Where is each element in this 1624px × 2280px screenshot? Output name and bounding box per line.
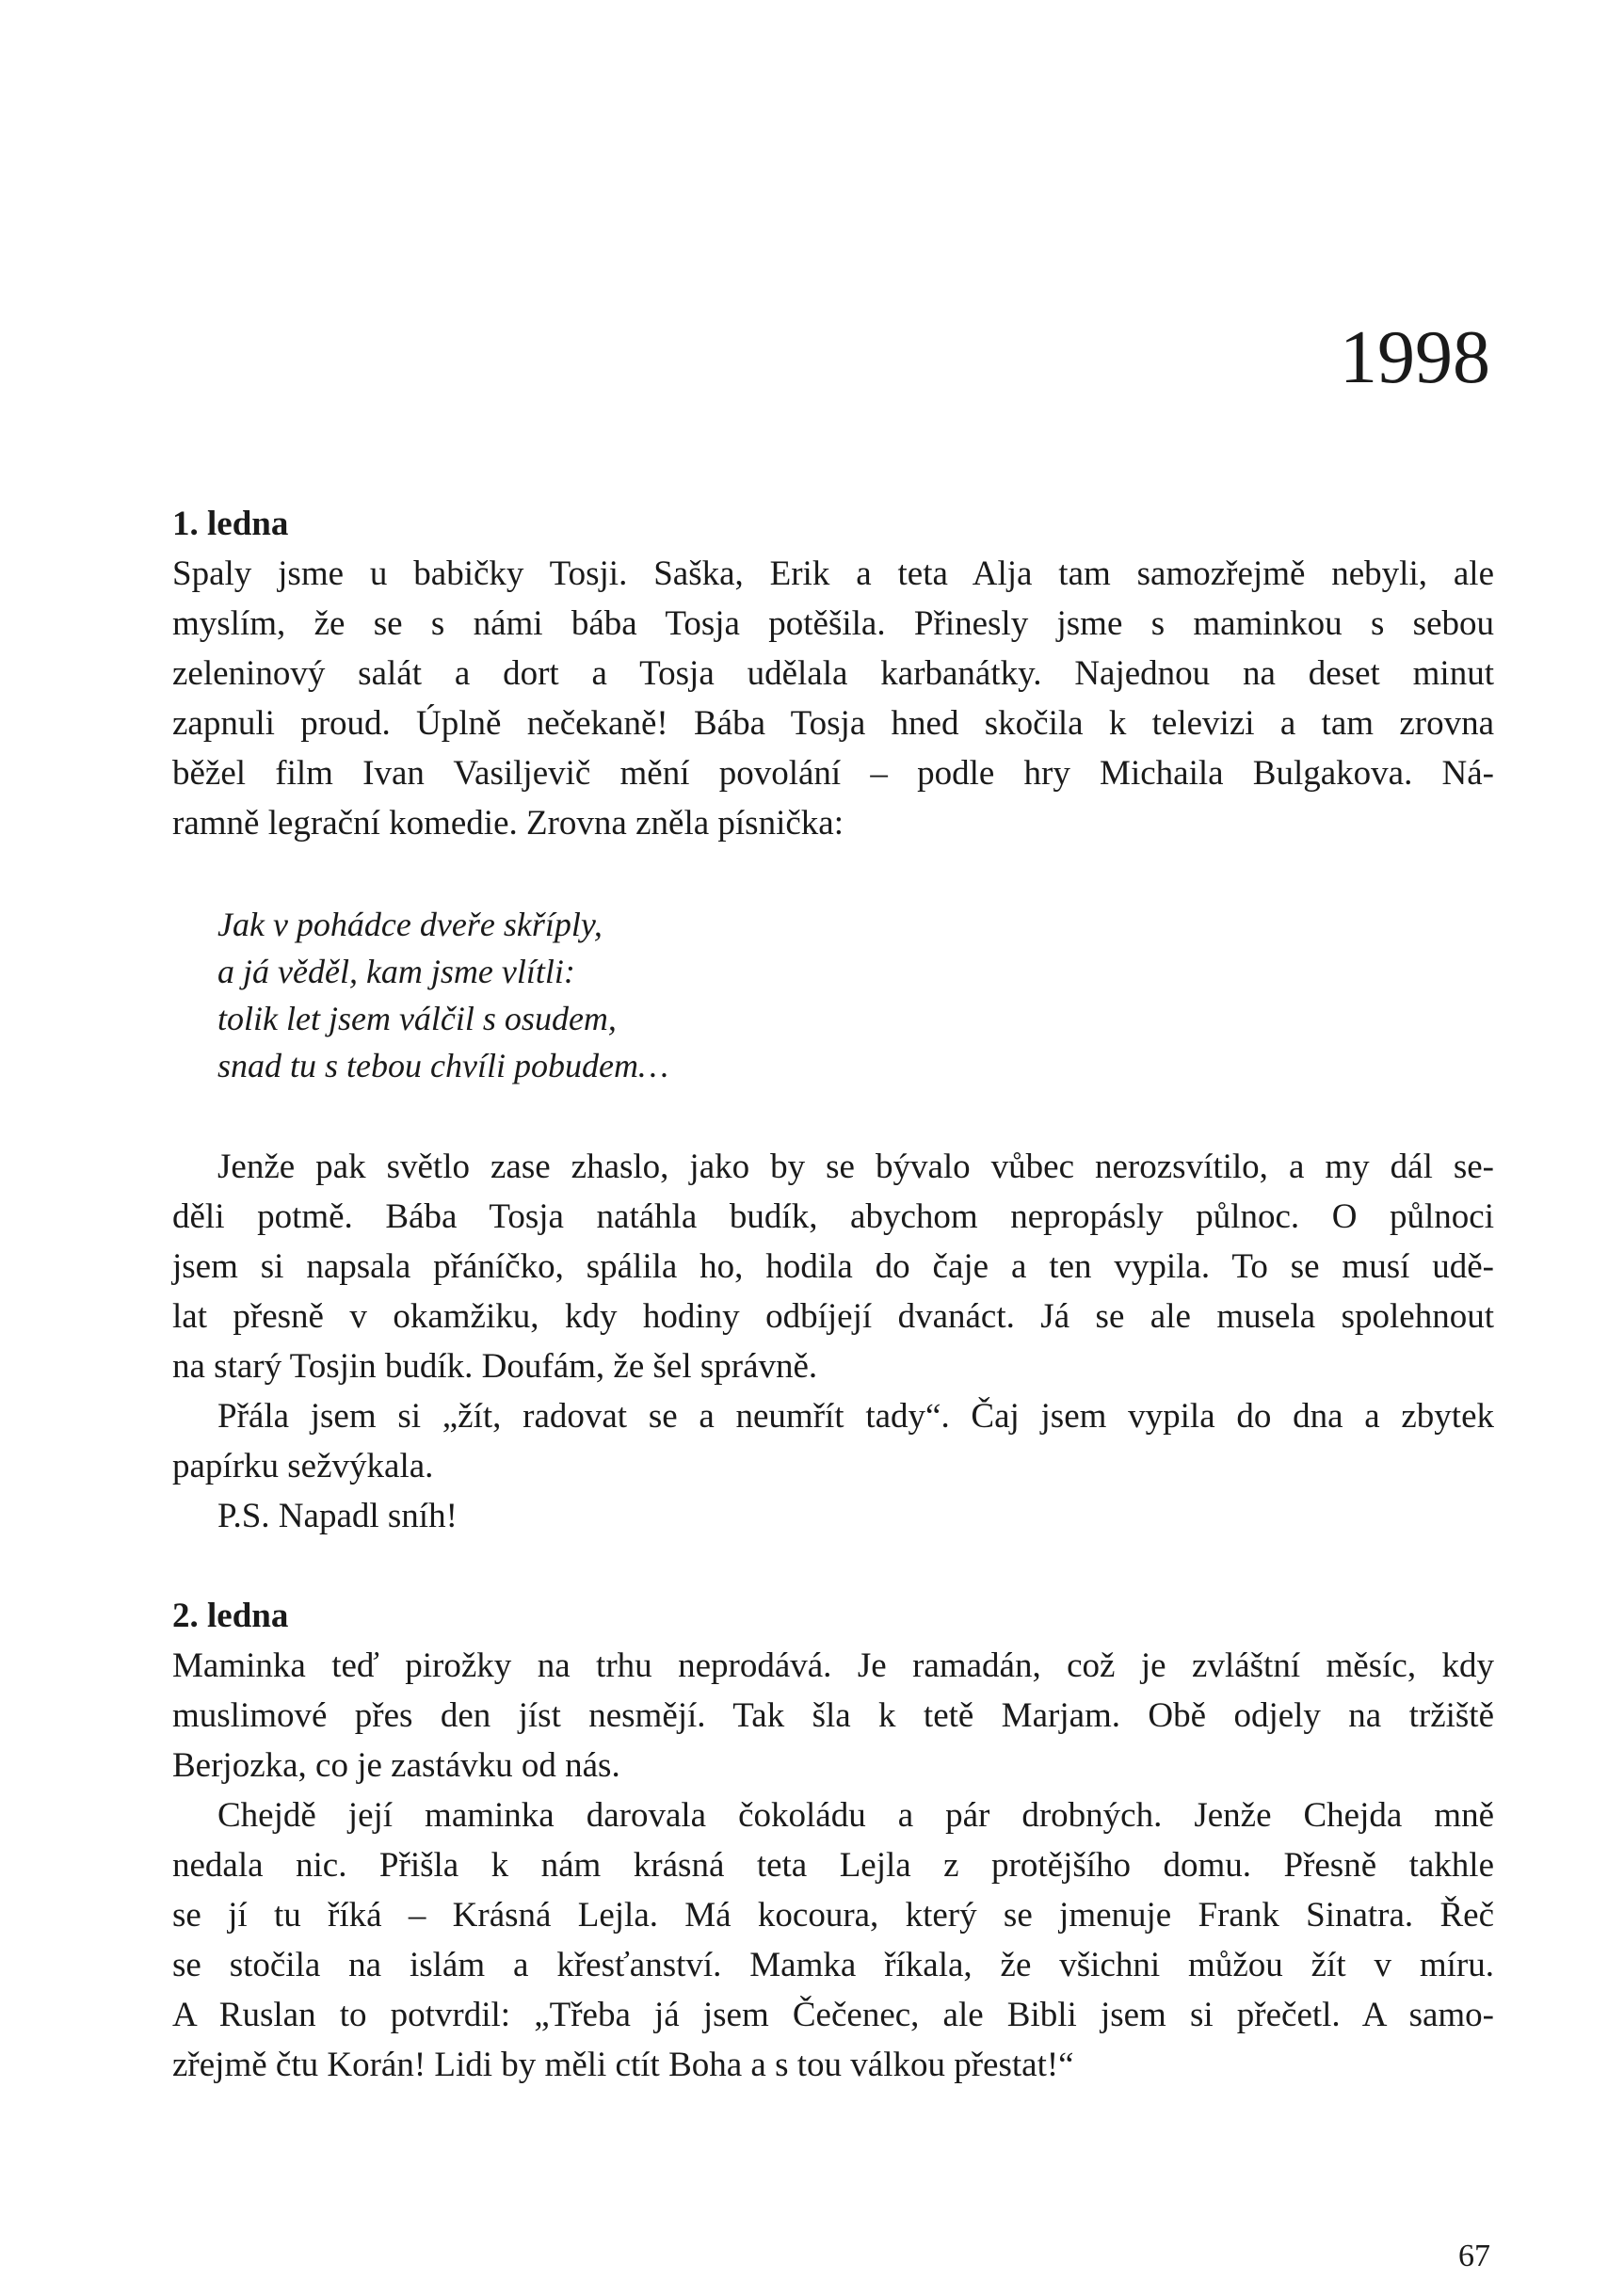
text-line: Berjozka, co je zastávku od nás. (172, 1746, 620, 1785)
text-line: nedala nic. Přišla k nám krásná teta Lejla z protějšího domu. Přesně takhle (172, 1846, 1494, 1885)
text-line: na starý Tosjin budík. Doufám, že šel správně. (172, 1347, 818, 1386)
entry-heading: 1. ledna (172, 505, 289, 543)
text-line: zeleninový salát a dort a Tosja udělala karbanátky. Najednou na deset minut (172, 654, 1494, 693)
text-line: se stočila na islám a křesťanství. Mamka říkala, že všichni můžou žít v míru. (172, 1946, 1494, 1984)
chapter-title: 1998 (1340, 316, 1490, 399)
text-line: ramně legrační komedie. Zrovna zněla písnička: (172, 804, 844, 843)
entry-2 (172, 1591, 1494, 2090)
entry-heading: 2. ledna (172, 1597, 289, 1635)
text-line: A Ruslan to potvrdil: „Třeba já jsem Čečenec, ale Bibli jsem si přečetl. A samo- (172, 1996, 1494, 2034)
text-line: jsem si napsala přáníčko, spálila ho, hodila do čaje a ten vypila. To se musí udě- (172, 1247, 1494, 1286)
text-line: běžel film Ivan Vasiljevič mění povolání – podle hry Michaila Bulgakova. Ná- (172, 754, 1494, 793)
text-line: Přála jsem si „žít, radovat se a neumřít tady“. Čaj jsem vypila do dna a zbytek (217, 1397, 1494, 1436)
entry-1-continued (172, 1142, 1494, 1541)
text-line: zapnuli proud. Úplně nečekaně! Bába Tosja hned skočila k televizi a tam zrovna (172, 704, 1494, 743)
text-line: muslimové přes den jíst nesmějí. Tak šla k tetě Marjam. Obě odjely na tržiště (172, 1696, 1494, 1735)
text-line: se jí tu říká – Krásná Lejla. Má kocoura, který se jmenuje Frank Sinatra. Řeč (172, 1896, 1494, 1935)
text-line: Spaly jsme u babičky Tosji. Saška, Erik a teta Alja tam samozřejmě nebyli, ale (172, 554, 1494, 593)
entry-1 (172, 499, 1494, 848)
text-line: P.S. Napadl sníh! (217, 1497, 458, 1535)
verse-line: snad tu s tebou chvíli pobudem… (217, 1047, 668, 1084)
text-line: děli potmě. Bába Tosja natáhla budík, abychom nepropásly půlnoc. O půlnoci (172, 1197, 1494, 1236)
text-line: papírku sežvýkala. (172, 1447, 434, 1485)
text-line: myslím, že se s námi bába Tosja potěšila. Přinesly jsme s maminkou s sebou (172, 604, 1494, 643)
verse-line: tolik let jsem válčil s osudem, (217, 1000, 617, 1037)
page-number: 67 (1458, 2239, 1490, 2273)
verse-line: a já věděl, kam jsme vlítli: (217, 953, 575, 990)
text-line: lat přesně v okamžiku, kdy hodiny odbíjejí dvanáct. Já se ale musela spolehnout (172, 1297, 1494, 1336)
verse-line: Jak v pohádce dveře skříply, (217, 906, 603, 943)
song-verse (217, 901, 668, 1089)
text-line: zřejmě čtu Korán! Lidi by měli ctít Boha a s tou válkou přestat!“ (172, 2046, 1074, 2084)
text-line: Chejdě její maminka darovala čokoládu a pár drobných. Jenže Chejda mně (217, 1796, 1494, 1835)
text-line: Jenže pak světlo zase zhaslo, jako by se bývalo vůbec nerozsvítilo, a my dál se- (217, 1148, 1494, 1186)
text-line: Maminka teď pirožky na trhu neprodává. Je ramadán, což je zvláštní měsíc, kdy (172, 1646, 1494, 1685)
